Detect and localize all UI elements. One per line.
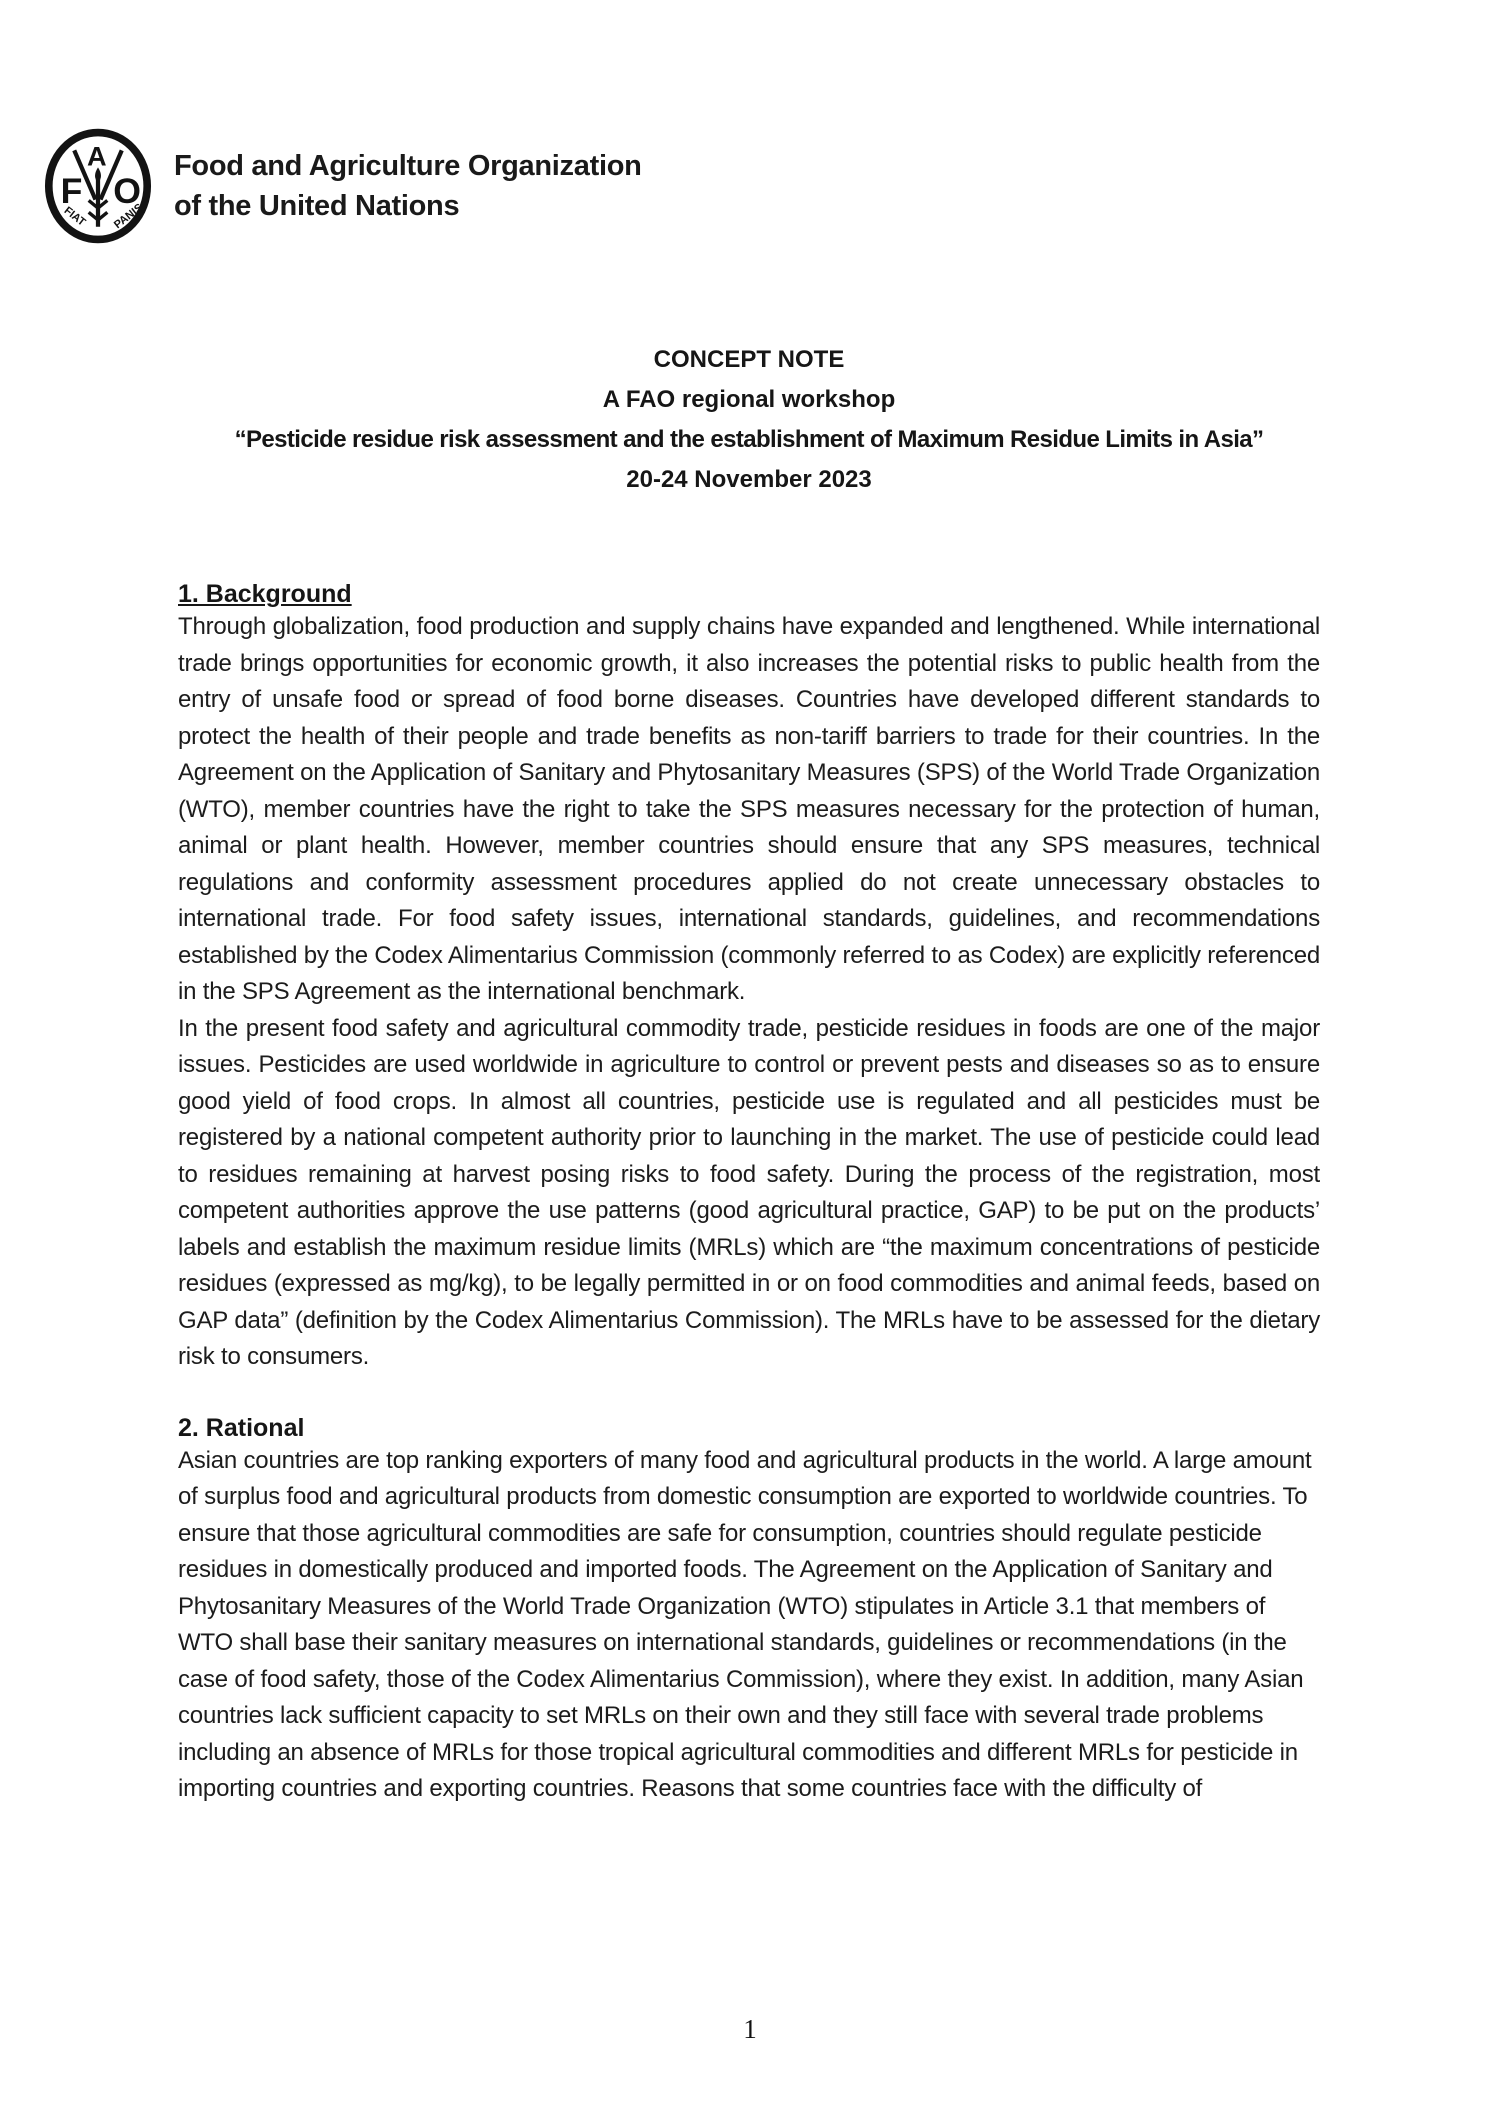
- workshop-title: “Pesticide residue risk assessment and the establishment of Maximum Residue Limits in Asia”: [234, 426, 1264, 453]
- background-paragraph-2: In the present food safety and agricultural commodity trade, pesticide residues in foods are one of the major issues. Pesticides are used worldwide in agriculture to control or prevent pests and diseases so as to ensure good yield of food crops. In almost all countries, pesticide use is regulated and all pesticides must be registered by a national competent authority prior to launching in the market. The use of pesticide could lead to residues remaining at harvest posing risks to food safety. During the process of the registration, most competent authorities approve the use patterns (good agricultural practice, GAP) to be put on the products’ labels and establish the maximum residue limits (MRLs) which are “the maximum concentrations of pesticide residues (expressed as mg/kg), to be legally permitted in or on food commodities and animal feeds, based on GAP data” (definition by the Codex Alimentarius Commission). The MRLs have to be assessed for the dietary risk to consumers.: [178, 1014, 1320, 1370]
- fao-logo-icon: [42, 126, 154, 246]
- logo-letter-a: A: [86, 140, 107, 172]
- logo-letter-o: O: [113, 170, 141, 211]
- doc-date: 20-24 November 2023: [626, 466, 872, 493]
- title-block: [178, 340, 1320, 500]
- doc-title: CONCEPT NOTE: [653, 346, 845, 373]
- rational-paragraph-1: Asian countries are top ranking exporters of many food and agricultural products in the world. A large amount of surplus food and agricultural products from domestic consumption are exported to worldwide countries. To ensure that those agricultural commodities are safe for consumption, countries should regulate pesticide residues in domestically produced and imported foods. The Agreement on the Application of Sanitary and Phytosanitary Measures of the World Trade Organization (WTO) stipulates in Article 3.1 that members of WTO shall base their sanitary measures on international standards, guidelines or recommendations (in the case of food safety, those of the Codex Alimentarius Commission), where they exist. In addition, many Asian countries lack sufficient capacity to set MRLs on their own and they still face with several trade problems including an absence of MRLs for those tropical agricultural commodities and different MRLs for pesticide in importing countries and exporting countries. Reasons that some countries face with the difficulty of: [178, 1446, 1312, 1802]
- section-heading-background: 1. Background: [178, 580, 352, 608]
- section-heading-rational: 2. Rational: [178, 1413, 305, 1442]
- background-paragraph-1: Through globalization, food production and supply chains have expanded and lengthened. While international trade brings opportunities for economic growth, it also increases the potential risks to public health from the entry of unsafe food or spread of food borne diseases. Countries have developed different standards to protect the health of their people and trade benefits as non-tariff barriers to trade for their countries. In the Agreement on the Application of Sanitary and Phytosanitary Measures (SPS) of the World Trade Organization (WTO), member countries have the right to take the SPS measures necessary for the protection of human, animal or plant health. However, member countries should ensure that any SPS measures, technical regulations and conformity assessment procedures applied do not create unnecessary obstacles to international trade. For food safety issues, international standards, guidelines, and recommendations established by the Codex Alimentarius Commission (commonly referred to as Codex) are explicitly referenced in the SPS Agreement as the international benchmark.: [178, 613, 1320, 1005]
- org-name: [174, 146, 642, 226]
- logo-motto-panis: PANIS: [111, 201, 146, 232]
- org-name-line1: Food and Agriculture Organization: [174, 150, 642, 182]
- document-content: [0, 340, 1500, 1808]
- page-number: 1: [743, 2014, 757, 2044]
- logo-letter-f: F: [60, 170, 83, 211]
- fao-header: [42, 0, 1500, 246]
- logo-motto-fiat: FIAT: [61, 204, 88, 229]
- org-name-line2: of the United Nations: [174, 190, 460, 222]
- doc-subtitle: A FAO regional workshop: [602, 386, 896, 413]
